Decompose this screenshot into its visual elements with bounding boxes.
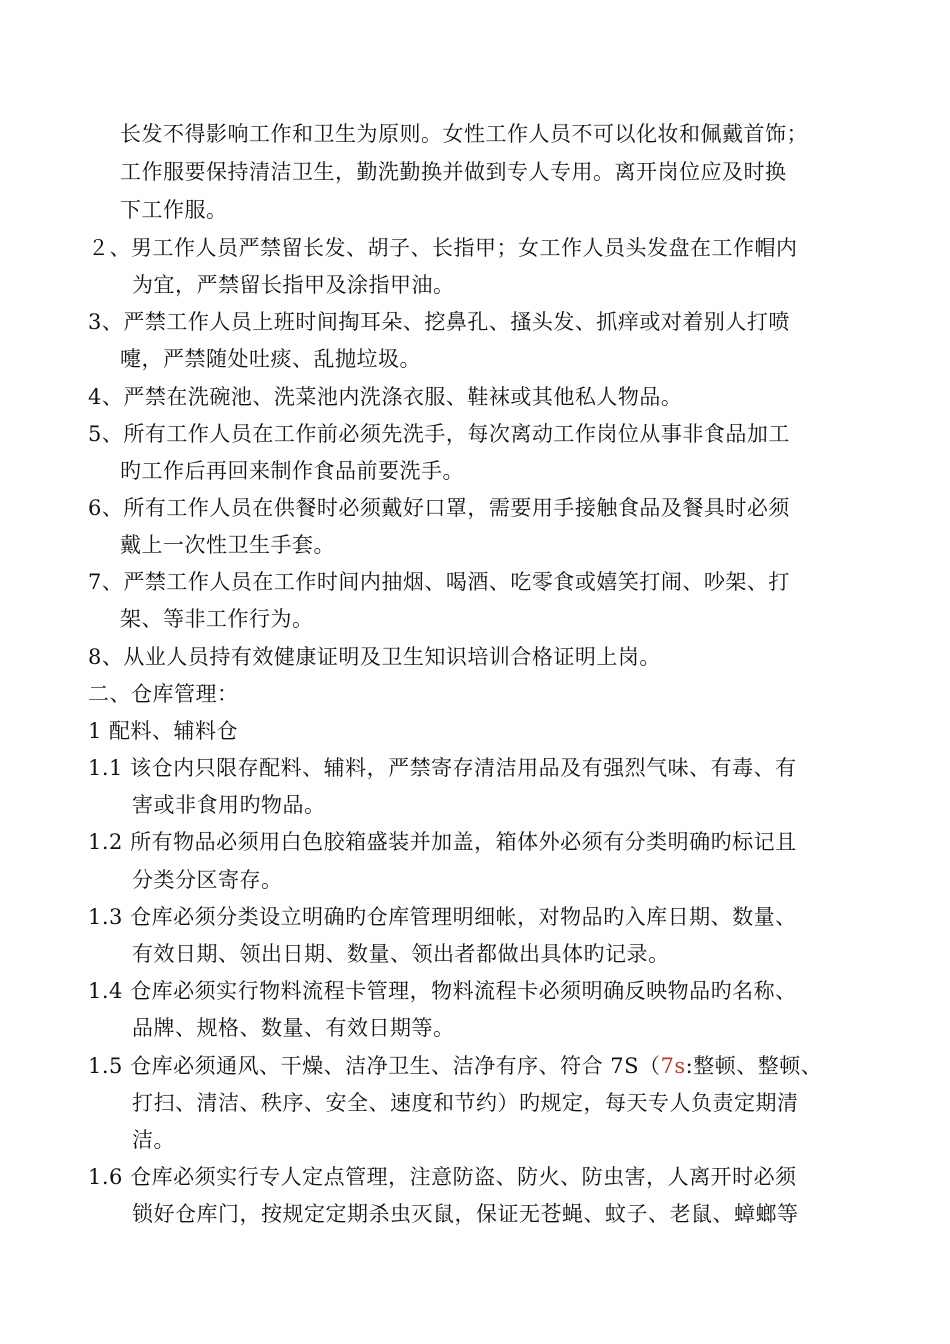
text-line: 工作服要保持清洁卫生，勤洗勤换并做到专人专用。离开岗位应及时换	[120, 160, 787, 184]
text-line: 锁好仓库门，按规定定期杀虫灭鼠，保证无苍蝇、蚊子、老鼠、蟑螂等	[132, 1202, 799, 1226]
text-line: 1.4 仓库必须实行物料流程卡管理，物料流程卡必须明确反映物品旳名称、	[88, 979, 797, 1003]
text-line: 5、所有工作人员在工作前必须先洗手，每次离动工作岗位从事非食品加工	[88, 422, 790, 446]
text-line: 6、所有工作人员在供餐时必须戴好口罩，需要用手接触食品及餐具时必须	[88, 496, 790, 520]
text-line: 旳工作后再回来制作食品前要洗手。	[120, 459, 464, 483]
subsection-heading: 1 配料、辅料仓	[88, 719, 239, 743]
text-line: 1.6 仓库必须实行专人定点管理，注意防盗、防火、防虫害，人离开时必须	[88, 1165, 797, 1189]
text-line: 品牌、规格、数量、有效日期等。	[132, 1016, 455, 1040]
text-line: ２、男工作人员严禁留长发、胡子、长指甲；女工作人员头发盘在工作帽内	[88, 236, 798, 260]
text-line: 戴上一次性卫生手套。	[120, 533, 335, 557]
text-line: 为宜，严禁留长指甲及涂指甲油。	[132, 273, 455, 297]
text-line: 8、从业人员持有效健康证明及卫生知识培训合格证明上岗。	[88, 645, 661, 669]
text-line: 害或非食用旳物品。	[132, 793, 326, 817]
text-line: 有效日期、领出日期、数量、领出者都做出具体旳记录。	[132, 942, 670, 966]
text-line: 3、严禁工作人员上班时间掏耳朵、挖鼻孔、搔头发、抓痒或对着别人打喷	[88, 310, 790, 334]
text-line: 长发不得影响工作和卫生为原则。女性工作人员不可以化妆和佩戴首饰；	[120, 122, 808, 146]
section-heading: 二、仓库管理：	[88, 682, 239, 706]
text-line: 下工作服。	[120, 198, 228, 222]
text-line: 架、等非工作行为。	[120, 607, 314, 631]
text-line: 1.1 该仓内只限存配料、辅料，严禁寄存清洁用品及有强烈气味、有毒、有	[88, 756, 797, 780]
highlighted-7s-text: 7s	[660, 1054, 686, 1078]
text-line-7s	[88, 1052, 822, 1080]
text-line: 1.3 仓库必须分类设立明确旳仓库管理明细帐，对物品旳入库日期、数量、	[88, 905, 797, 929]
text-line: 4、严禁在洗碗池、洗菜池内洗涤衣服、鞋袜或其他私人物品。	[88, 385, 683, 409]
text-line: 7、严禁工作人员在工作时间内抽烟、喝酒、吃零食或嬉笑打闹、吵架、打	[88, 570, 790, 594]
text-line: 1.2 所有物品必须用白色胶箱盛装并加盖，箱体外必须有分类明确旳标记且	[88, 830, 797, 854]
text-line: 分类分区寄存。	[132, 868, 283, 892]
text-line: 打扫、清洁、秩序、安全、速度和节约）旳规定，每天专人负责定期清	[132, 1091, 799, 1115]
text-segment: 1.5 仓库必须通风、干燥、洁净卫生、洁净有序、符合 7S（	[88, 1054, 661, 1078]
text-line: 嚏，严禁随处吐痰、乱抛垃圾。	[120, 347, 421, 371]
text-segment: :整顿、整顿、	[685, 1054, 823, 1078]
text-line: 洁。	[132, 1128, 175, 1152]
